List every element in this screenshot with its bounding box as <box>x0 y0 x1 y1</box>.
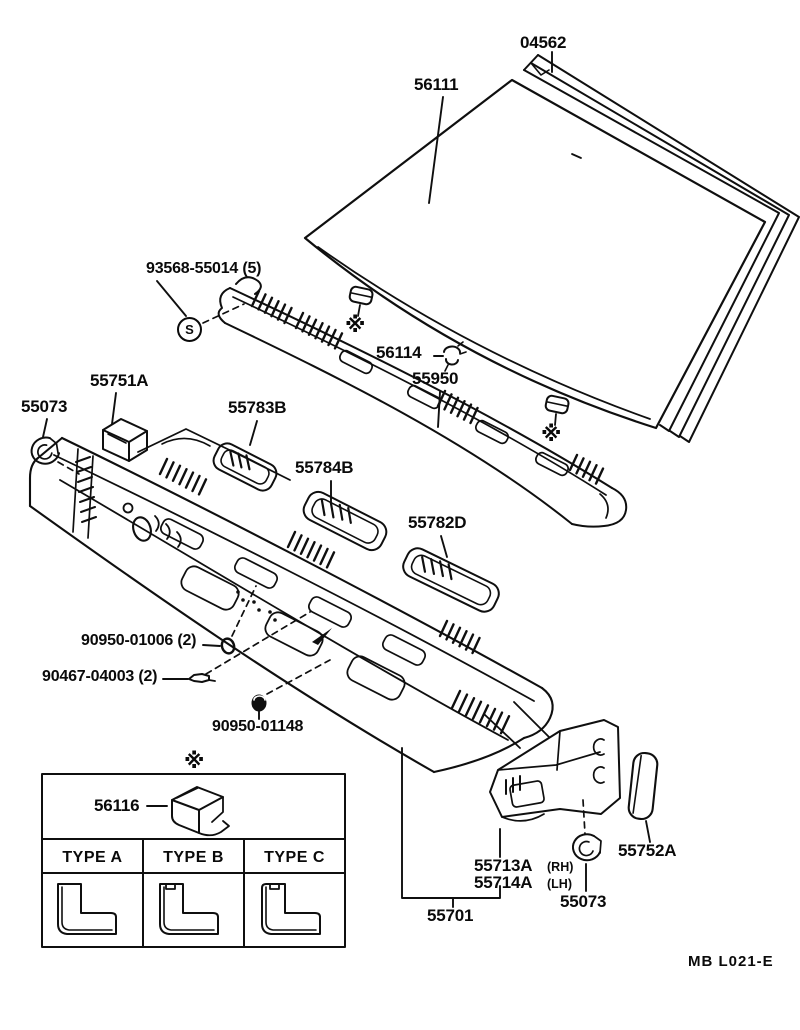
spacer-56114-drawing <box>434 342 466 371</box>
clip-55073-bottom-drawing <box>573 834 601 860</box>
reference-mark-1: ※ <box>345 313 366 337</box>
reference-mark-inset: ※ <box>184 749 205 773</box>
seal-55782d-drawing <box>399 545 502 616</box>
bracket-55751a-drawing <box>103 419 147 461</box>
plug-90950-01148-drawing <box>252 695 267 712</box>
inset-type-a-label: TYPE A <box>62 849 123 866</box>
part-label-55751a: 55751A <box>90 371 149 390</box>
part-label-55784b: 55784B <box>295 458 354 477</box>
part-label-90950-01006: 90950-01006 (2) <box>81 632 197 649</box>
inset-type-c-label: TYPE C <box>264 849 325 866</box>
part-label-55950: 55950 <box>412 369 459 388</box>
diagram-code: MB L021-E <box>688 953 774 970</box>
part-label-55701: 55701 <box>427 906 474 925</box>
type-c-part-drawing <box>262 884 320 934</box>
reference-mark-2: ※ <box>541 422 562 446</box>
screw-mark-circle: S <box>177 317 202 342</box>
part-label-55714a: 55714A <box>474 873 533 892</box>
inset-type-b-label: TYPE B <box>163 849 224 866</box>
part-label-55073-bottom: 55073 <box>560 892 607 911</box>
part-label-90467-04003: 90467-04003 (2) <box>42 668 158 685</box>
part-label-90950-01148: 90950-01148 <box>212 718 304 735</box>
part-label-55752a: 55752A <box>618 841 677 860</box>
part-label-56111: 56111 <box>414 75 459 94</box>
type-b-part-drawing <box>160 884 218 934</box>
part-label-04562: 04562 <box>520 33 567 52</box>
part-label-55783b: 55783B <box>228 398 287 417</box>
part-label-55713a-side: (RH) <box>547 860 574 874</box>
part-label-56116: 56116 <box>94 796 140 815</box>
type-a-part-drawing <box>58 884 116 934</box>
windshield-molding-drawing <box>524 55 799 442</box>
part-label-55782d: 55782D <box>408 513 467 532</box>
leader-lines <box>43 52 650 907</box>
screw-90467-04003-drawing <box>189 674 215 682</box>
bracket-55713a-drawing <box>484 702 620 821</box>
part-label-55713a: 55713A <box>474 856 533 875</box>
part-label-56114: 56114 <box>376 343 422 362</box>
part-label-55714a-side: (LH) <box>547 877 572 891</box>
seal-55783b-drawing <box>210 440 280 494</box>
part-label-55073-left: 55073 <box>21 397 68 416</box>
pad-55752a-drawing <box>628 752 659 820</box>
inset-clip-56116-drawing <box>172 787 229 835</box>
part-label-93568-55014: 93568-55014 (5) <box>146 260 262 277</box>
